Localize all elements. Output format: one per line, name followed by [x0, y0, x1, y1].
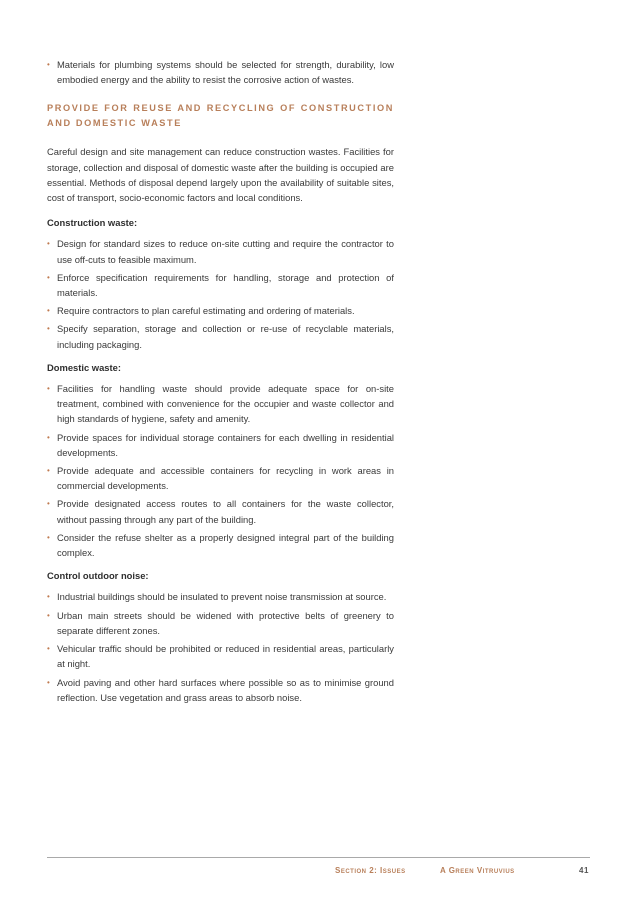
- domestic-waste-list: [47, 381, 394, 560]
- page-number: 41: [579, 866, 589, 875]
- footer-section-label: Section 2: Issues: [335, 866, 406, 875]
- list-item: • Design for standard sizes to reduce on-site cutting and require the contractor to use off-cuts to feasible maximum.: [47, 236, 394, 266]
- outdoor-noise-list: [47, 589, 394, 704]
- list-item: • Provide designated access routes to all containers for the waste collector, without passing through any part of the building.: [47, 496, 394, 526]
- list-item: • Industrial buildings should be insulated to prevent noise transmission at source.: [47, 589, 394, 604]
- list-item: • Require contractors to plan careful estimating and ordering of materials.: [47, 303, 394, 318]
- list-item: • Enforce specification requirements for handling, storage and protection of materials.: [47, 270, 394, 300]
- intro-bullet-list: [47, 57, 394, 87]
- footer-book-title: A Green Vitruvius: [440, 866, 515, 875]
- list-item: • Specify separation, storage and collection or re-use of recyclable materials, including packaging.: [47, 321, 394, 351]
- list-item: • Facilities for handling waste should provide adequate space for on-site treatment, combined with convenience for the occupier and waste collector and high standards of hygiene, safety and amenity.: [47, 381, 394, 427]
- list-item: • Provide adequate and accessible containers for recycling in work areas in commercial developments.: [47, 463, 394, 493]
- list-item: • Provide spaces for individual storage containers for each dwelling in residential developments.: [47, 430, 394, 460]
- outdoor-noise-heading: Control outdoor noise:: [47, 570, 149, 582]
- page-content: [47, 57, 394, 708]
- section-heading: PROVIDE FOR REUSE AND RECYCLING OF CONSTRUCTION AND DOMESTIC WASTE: [47, 103, 394, 129]
- footer-divider: [47, 857, 590, 858]
- list-item: • Materials for plumbing systems should be selected for strength, durability, low embodied energy and the ability to resist the corrosive action of wastes.: [47, 57, 394, 87]
- construction-waste-list: [47, 236, 394, 351]
- list-item: • Avoid paving and other hard surfaces where possible so as to minimise ground reflection. Use vegetation and grass areas to absorb noise.: [47, 675, 394, 705]
- section-paragraph: Careful design and site management can reduce construction wastes. Facilities for storage, collection and disposal of domestic waste after the building is occupied are essential. Methods of disposal depend largely upon the availability of suitable sites, cost of transport, socio-economic factors and local conditions.: [47, 146, 394, 204]
- list-item: • Urban main streets should be widened with protective belts of greenery to separate different zones.: [47, 608, 394, 638]
- construction-waste-heading: Construction waste:: [47, 217, 138, 229]
- domestic-waste-heading: Domestic waste:: [47, 361, 121, 373]
- list-item: • Consider the refuse shelter as a properly designed integral part of the building complex.: [47, 530, 394, 560]
- list-item: • Vehicular traffic should be prohibited or reduced in residential areas, particularly at night.: [47, 641, 394, 671]
